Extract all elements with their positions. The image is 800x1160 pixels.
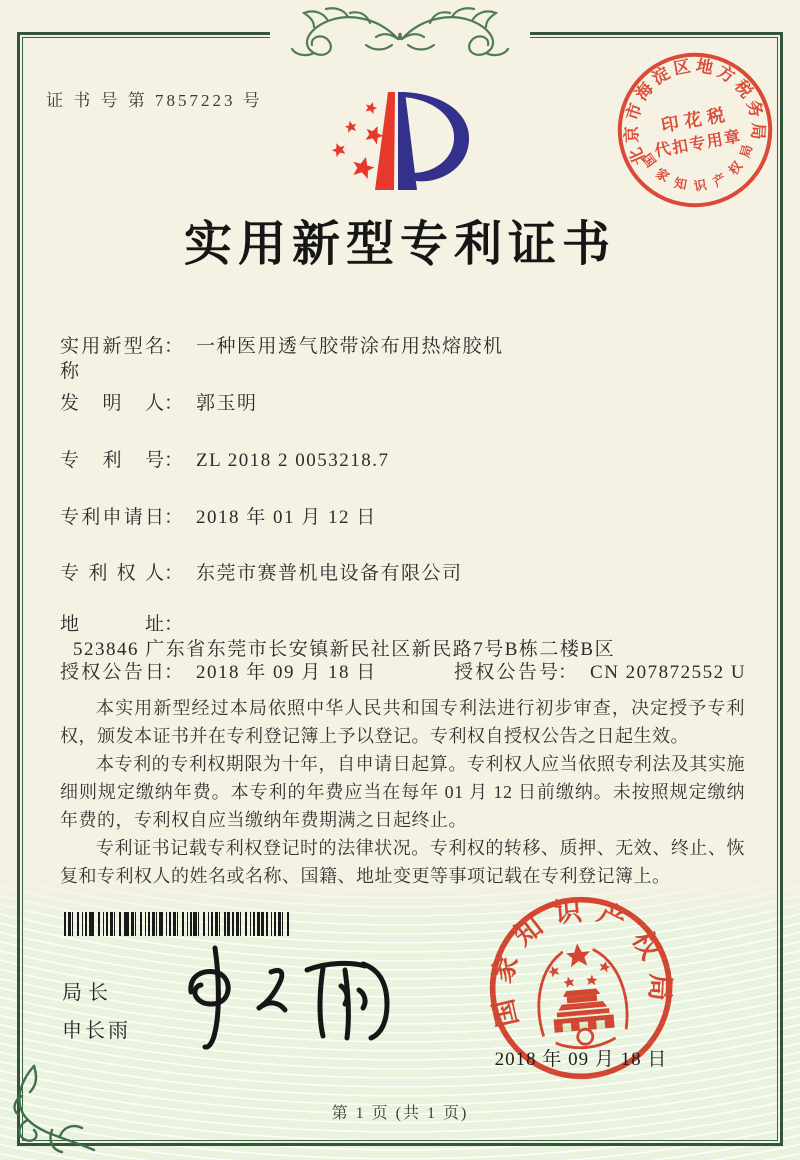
dragon-scroll-ornament-icon <box>270 5 530 63</box>
field-colon: ： <box>164 450 184 471</box>
seal-date: 2018 年 09 月 18 日 <box>494 1049 668 1070</box>
field-value: 一种医用透气胶带涂布用热熔胶机 <box>196 336 504 357</box>
field-label: 实用新型名称 <box>60 336 164 382</box>
tax-seal-arc-bottom-text: 国家知识产权局 <box>639 134 758 194</box>
tax-seal-center-line1: 印花税 <box>659 103 732 136</box>
field-value: 2018 年 01 月 12 日 <box>196 507 377 528</box>
legal-paragraph-1: 本实用新型经过本局依照中华人民共和国专利法进行初步审查，决定授予专利权，颁发本证书并在专利登记簿上予以登记。专利权自授权公告之日起生效。 <box>60 698 745 746</box>
tax-seal-arc-top-text: 北京市海淀区地方税务局 <box>621 55 768 168</box>
field-label: 专利权人 <box>60 563 164 584</box>
field-label: 地址 <box>60 614 164 635</box>
field-value: CN 207872552 U <box>590 662 747 683</box>
field-colon: ： <box>164 614 184 635</box>
logo-p-mark <box>375 92 469 190</box>
field-group-grant-number <box>454 660 746 685</box>
field-value: 523846 广东省东莞市长安镇新民社区新民路7号B栋二楼B区 <box>73 639 616 660</box>
field-label: 发明人 <box>60 393 164 414</box>
tax-stamp-seal <box>602 37 787 222</box>
field-row-patent-number <box>60 448 746 473</box>
certificate-number: 证 书 号 第 7857223 号 <box>46 91 263 110</box>
field-colon: ： <box>164 393 184 414</box>
logo-stars <box>330 100 386 180</box>
field-colon: ： <box>164 507 184 528</box>
field-colon: ： <box>164 336 184 357</box>
certificate-title: 实用新型专利证书 <box>183 218 616 271</box>
director-signature <box>175 942 410 1054</box>
field-row-address <box>60 612 746 662</box>
office-seal-ring-text: 国家知识产权局 <box>485 894 676 1030</box>
field-row-filing-date <box>60 505 746 530</box>
legal-text-block <box>60 694 745 890</box>
field-label: 专利申请日 <box>60 507 164 528</box>
tax-seal-center-line2: 代扣专用章 <box>653 128 744 161</box>
field-row-inventor <box>60 391 746 416</box>
field-label: 专利号 <box>60 450 164 471</box>
field-row-patentee <box>60 561 746 586</box>
field-row-grant <box>60 660 746 685</box>
legal-paragraph-3: 专利证书记载专利权登记时的法律状况。专利权的转移、质押、无效、终止、恢复和专利权人的姓名或名称、国籍、地址变更等事项记载在专利登记簿上。 <box>60 838 745 886</box>
national-emblem-icon <box>533 940 630 1052</box>
legal-paragraph-2: 本专利的专利权期限为十年，自申请日起算。专利权人应当依照专利法及其实施细则规定缴纳年费。本专利的年费应当在每年 01 月 12 日前缴纳。未按照规定缴纳年费的，专利权自应当缴纳年费期满之日起终止。 <box>60 754 745 830</box>
field-value: ZL 2018 2 0053218.7 <box>196 450 390 471</box>
page-footer: 第 1 页 (共 1 页) <box>331 1105 469 1122</box>
director-title: 局长 <box>62 982 114 1004</box>
field-value: 东莞市赛普机电设备有限公司 <box>196 563 463 584</box>
cnipa-logo-icon <box>318 86 486 212</box>
field-colon: ： <box>164 563 184 584</box>
director-name: 申长雨 <box>62 1020 131 1042</box>
field-label: 授权公告日 <box>60 662 164 683</box>
field-colon: ： <box>164 662 184 683</box>
field-row-utility-model-name <box>60 334 746 384</box>
field-value: 郭玉明 <box>196 393 258 414</box>
barcode <box>64 912 290 936</box>
field-label: 授权公告号 <box>454 662 558 683</box>
field-value: 2018 年 09 月 18 日 <box>196 662 377 683</box>
field-colon: ： <box>558 662 578 683</box>
